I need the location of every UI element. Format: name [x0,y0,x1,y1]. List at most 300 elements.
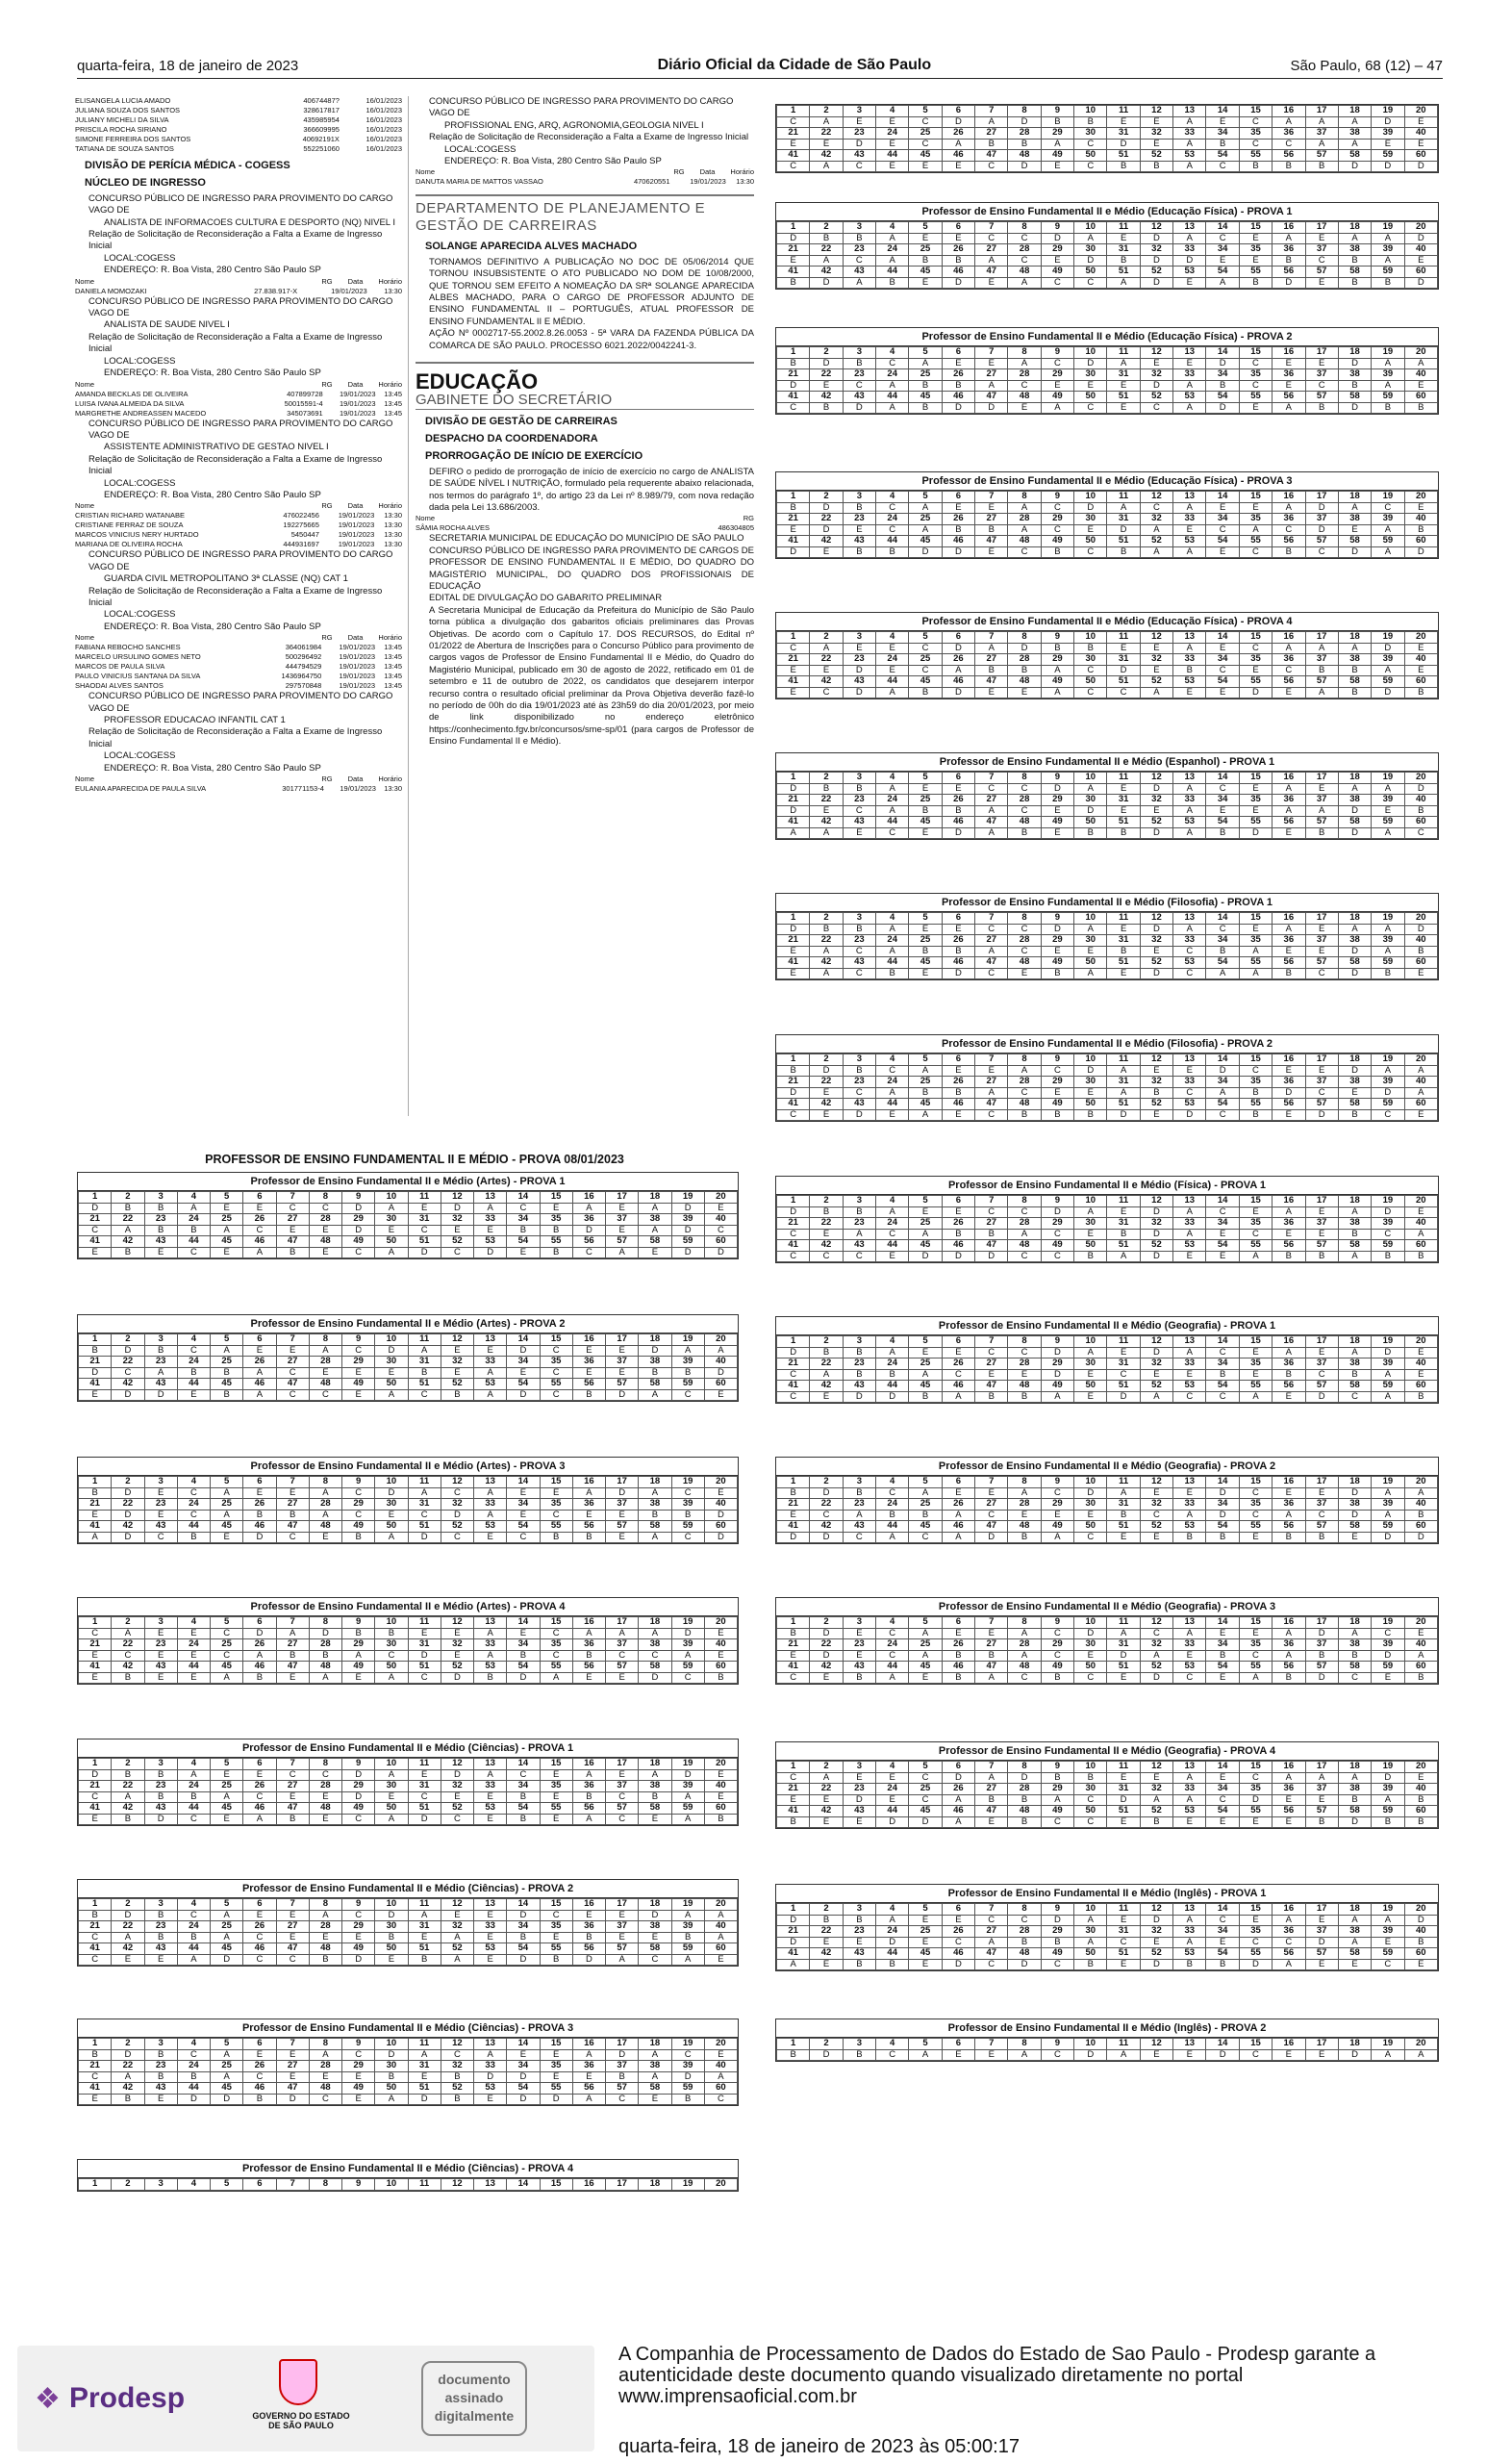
question-number: 37 [1305,1639,1338,1651]
answer-letter: B [1107,1510,1140,1521]
question-number: 37 [1305,1499,1338,1511]
answer-letter: E [1239,1532,1272,1543]
question-number: 13 [1173,106,1206,117]
answer-letter: D [777,233,810,244]
answer-letter: A [211,1225,243,1236]
answer-letter: B [1273,1251,1305,1262]
question-number: 34 [507,1639,540,1651]
answer-letter: B [1338,1794,1371,1806]
question-number: 35 [1239,654,1272,666]
question-number: 59 [1372,1521,1404,1533]
answer-letter: C [1273,139,1305,150]
question-number: 43 [843,1521,875,1533]
question-number: 24 [876,1358,909,1370]
answer-letter: E [1305,1229,1338,1240]
question-number: 57 [1305,1099,1338,1110]
question-number: 58 [1338,392,1371,403]
question-number: 11 [1107,632,1140,644]
question-number: 25 [211,1921,243,1933]
answer-letter: B [942,1650,974,1662]
question-number: 48 [1008,676,1041,688]
question-number: 32 [1140,1358,1172,1370]
question-number: 35 [540,1357,572,1368]
question-number: 35 [1239,1784,1272,1795]
question-number: 10 [1074,913,1107,925]
question-number: 57 [1305,150,1338,162]
answer-letter: C [606,1650,639,1662]
column-header: Horário [378,276,402,286]
question-number: 24 [177,1921,210,1933]
question-number: 8 [1008,1617,1041,1629]
question-number: 5 [909,913,942,925]
question-number: 4 [876,106,909,117]
answer-letter: C [342,1510,375,1521]
question-number: 11 [1107,222,1140,234]
answer-letter: A [777,1959,810,1970]
name-row [75,643,402,652]
question-number: 30 [1074,1926,1107,1938]
column-header: Data [347,276,364,286]
question-number: 1 [777,492,810,503]
answer-letter: A [243,1367,276,1379]
question-number: 3 [843,913,875,925]
answer-letter: D [507,1672,540,1684]
answer-letter: B [843,2049,875,2061]
answer-letter: D [243,1532,276,1543]
question-number: 36 [572,1639,605,1651]
question-number: 60 [1404,676,1437,688]
answer-letter: C [1372,1628,1404,1639]
answer-letter: E [639,1932,671,1943]
question-number: 8 [309,1192,341,1204]
question-number: 9 [1041,773,1073,784]
answer-letter: A [975,805,1008,817]
name-cell: MARIANA DE OLIVEIRA ROCHA [75,540,183,549]
answer-letter: C [540,1650,572,1662]
answer-letter: E [1305,2049,1338,2061]
answer-letter: D [1305,1672,1338,1684]
answer-letter: A [1107,1487,1140,1499]
column-header: RG [321,379,333,389]
answer-letter: D [876,1816,909,1828]
question-number: 26 [942,369,974,381]
question-number: 2 [112,2039,144,2050]
answer-letter: E [1140,1937,1172,1948]
answer-letter: C [79,1791,112,1803]
answer-letter: E [144,1954,177,1966]
question-number: 6 [942,1054,974,1066]
question-number: 29 [342,1921,375,1933]
answer-letter: E [777,524,810,536]
sme-text: SECRETARIA MUNICIPAL DE EDUCAÇÃO DO MUNICÍPIO DE SÃO PAULO [429,533,744,545]
answer-letter: A [909,502,942,514]
question-number: 47 [975,1240,1008,1252]
footer [17,2338,1499,2461]
educacao-heading: EDUCAÇÃO [416,362,754,394]
answer-letter: C [1239,643,1272,654]
answer-letter: E [211,1203,243,1214]
answer-letter: E [975,502,1008,514]
answer-letter: A [1338,1206,1371,1218]
answer-letter: E [1107,1959,1140,1970]
question-number: 54 [1206,1521,1239,1533]
question-number: 44 [876,1240,909,1252]
answer-letter: A [1008,1065,1041,1077]
question-number: 32 [1140,1784,1172,1795]
question-number: 18 [639,2179,671,2191]
answer-letter: C [1239,1229,1272,1240]
answer-letter: D [112,1510,144,1521]
answer-letter: C [975,1510,1008,1521]
answer-letter: E [843,827,875,839]
answer-letter: A [1140,1650,1172,1662]
question-number: 54 [507,1803,540,1815]
answer-letter: C [243,2071,276,2083]
answer-letter: B [112,1247,144,1258]
answer-letter: D [474,2071,507,2083]
question-number: 40 [1404,1358,1437,1370]
answer-letter: D [810,502,843,514]
question-number: 8 [309,1334,341,1346]
question-number: 30 [375,1357,408,1368]
name-row [75,125,402,135]
question-number: 44 [876,676,909,688]
question-number: 53 [1173,817,1206,828]
answer-letter: C [507,1769,540,1781]
answer-letter: C [671,2049,704,2061]
question-number: 15 [1239,1477,1272,1488]
answer-letter: E [1140,116,1172,128]
question-number: 52 [1140,957,1172,969]
answer-letter: C [1074,1672,1107,1684]
answer-letter: E [606,1672,639,1684]
answer-letter: D [211,2094,243,2105]
answer-letter: E [1107,783,1140,795]
question-number: 30 [375,1214,408,1226]
answer-letter: A [441,1932,473,1943]
answer-letter: B [1404,402,1437,414]
answer-letter: E [909,1206,942,1218]
answer-letter: A [1074,1347,1107,1358]
answer-letter: D [1338,1065,1371,1077]
question-number: 59 [1372,267,1404,278]
answer-letter: C [876,827,909,839]
question-number: 4 [876,913,909,925]
question-number: 46 [942,1948,974,1960]
answer-letter: E [843,1650,875,1662]
answer-letter: D [1140,968,1172,979]
answer-letter: A [1305,687,1338,698]
answer-letter: B [1273,546,1305,558]
question-number: 54 [1206,536,1239,547]
answer-letter: C [1008,1672,1041,1684]
answer-letter: C [909,643,942,654]
answer-letter: C [375,1650,408,1662]
question-number: 39 [671,1639,704,1651]
question-number: 58 [1338,957,1371,969]
question-number: 54 [1206,1381,1239,1392]
answer-letter: D [1074,1628,1107,1639]
answer-letter: A [375,1532,408,1543]
question-number: 5 [909,2039,942,2050]
answer-letter: B [540,1225,572,1236]
answer-letter: E [243,1769,276,1781]
answer-letter: A [1372,380,1404,392]
question-number: 2 [810,1196,843,1207]
question-number: 10 [375,1192,408,1204]
answer-letter: A [211,1791,243,1803]
answer-letter: A [112,1932,144,1943]
question-number: 48 [1008,1240,1041,1252]
question-number: 54 [1206,957,1239,969]
question-number: 15 [540,1334,572,1346]
answer-letter: B [79,2049,112,2061]
answer-letter: E [606,1510,639,1521]
cargo-name: PROFISSIONAL ENG, ARQ, AGRONOMIA,GEOLOGIA NIVEL I [444,119,704,131]
question-number: 22 [810,935,843,947]
question-number: 48 [309,1236,341,1248]
answer-letter: E [1239,233,1272,244]
answer-letter: E [1074,1391,1107,1403]
question-number: 45 [211,1236,243,1248]
answer-letter: E [540,1932,572,1943]
answer-letter: E [1239,502,1272,514]
local-label: LOCAL:COGESS [104,477,176,489]
answer-letter: C [909,139,942,150]
question-number: 43 [144,1943,177,1955]
address-label: ENDEREÇO: R. Boa Vista, 280 Centro São Paulo SP [444,156,662,167]
question-number: 10 [1074,222,1107,234]
answer-letter: C [876,1487,909,1499]
answer-letter: E [1404,643,1437,654]
question-number: 5 [211,1617,243,1629]
question-number: 53 [1173,676,1206,688]
question-number: 36 [1273,935,1305,947]
cargo-name: ASSISTENTE ADMINISTRATIVO DE GESTAO NIVEL I [104,442,329,453]
question-number: 5 [211,1192,243,1204]
question-number: 37 [1305,128,1338,140]
question-number: 21 [79,2061,112,2072]
answer-letter: C [1239,358,1272,369]
answer-letter: E [309,2071,341,2083]
question-number: 51 [1107,676,1140,688]
answer-letter: C [1305,380,1338,392]
answer-letter: D [1372,1206,1404,1218]
answer-letter: A [1305,1772,1338,1784]
question-number: 9 [1041,106,1073,117]
question-number: 24 [876,128,909,140]
answer-letter: D [975,1251,1008,1262]
question-number: 60 [1404,267,1437,278]
column-header: RG [321,276,333,286]
answer-letter: B [777,2049,810,2061]
answer-letter: A [639,1532,671,1543]
answer-letter: E [474,1910,507,1921]
question-number: 5 [211,1477,243,1488]
answer-letter: D [1041,233,1073,244]
answer-letter: E [1107,1347,1140,1358]
name-cell: 366609995 [303,125,340,134]
digital-signature-stamp: documento assinado digitalmente [421,2361,527,2436]
question-number: 9 [1041,1054,1073,1066]
answer-letter: A [1041,1794,1073,1806]
answer-letter: D [1404,924,1437,935]
answer-letter: E [1273,1794,1305,1806]
answer-letter: B [375,2071,408,2083]
answer-letter: E [211,1769,243,1781]
answer-letter: A [876,402,909,414]
question-number: 27 [975,1358,1008,1370]
answer-letter: C [942,1369,974,1381]
answer-letter: A [309,2049,341,2061]
concurso-heading: CONCURSO PÚBLICO DE INGRESSO PARA PROVIMENTO DO CARGO VAGO DE [88,691,393,714]
question-number: 44 [876,267,909,278]
answer-letter: A [211,1932,243,1943]
question-number: 48 [1008,817,1041,828]
name-cell: 345073691 [287,408,323,418]
concurso-sme-text: CONCURSO PÚBLICO DE INGRESSO PARA PROVIMENTO DE CARGOS DE PROFESSOR DE ENSINO FUNDAMENTAL II E MÉDIO, DO QUADRO DO MAGISTÉRIO MUNICIPAL, DO QUADRO DOS PROFISSIONAIS DE EDUCAÇÃO [429,545,754,592]
answer-letter: E [909,968,942,979]
question-number: 22 [810,1077,843,1088]
name-cell: MARCOS DE PAULA SILVA [75,662,165,672]
answer-letter: D [1074,2049,1107,2061]
answer-letter: E [79,1650,112,1662]
answer-letter: C [1008,946,1041,957]
answer-letter: E [112,1954,144,1966]
question-number: 7 [276,1617,309,1629]
question-number: 52 [441,1379,473,1390]
answer-letter: E [909,1347,942,1358]
answer-letter: E [342,2071,375,2083]
answer-letter: D [606,1487,639,1499]
answer-key-table [77,1457,739,1544]
question-number: 46 [243,1379,276,1390]
answer-letter: C [1372,1959,1404,1970]
question-number: 13 [474,2039,507,2050]
question-number: 4 [876,1762,909,1773]
question-number: 48 [309,1943,341,1955]
question-number: 12 [1140,2039,1172,2050]
question-number: 45 [909,1662,942,1673]
answer-letter: C [408,1510,441,1521]
question-number: 8 [1008,2039,1041,2050]
question-number: 19 [671,1334,704,1346]
question-number: 5 [909,347,942,359]
question-number: 2 [810,1904,843,1916]
answer-key-table [77,2159,739,2192]
question-number: 12 [1140,1904,1172,1916]
answer-letter: D [777,805,810,817]
question-number: 6 [942,1196,974,1207]
answer-letter: B [1239,277,1272,289]
question-number: 57 [1305,957,1338,969]
answer-letter: B [1206,1959,1239,1970]
answer-letter: B [1206,380,1239,392]
question-number: 10 [1074,1054,1107,1066]
answer-letter: C [1404,827,1437,839]
question-number: 8 [1008,1904,1041,1916]
question-number: 21 [79,1639,112,1651]
answer-letter: D [1239,827,1272,839]
answer-letter: B [144,1203,177,1214]
question-number: 27 [276,2061,309,2072]
question-number: 1 [777,222,810,234]
question-number: 40 [1404,795,1437,806]
name-cell: JULIANY MICHELI DA SILVA [75,115,169,124]
question-number: 17 [606,1192,639,1204]
answer-letter: E [1404,1628,1437,1639]
answer-letter: C [1173,1672,1206,1684]
answer-letter: C [408,1791,441,1803]
question-number: 6 [243,1899,276,1911]
question-number: 17 [606,1617,639,1629]
question-number: 49 [342,1943,375,1955]
question-number: 52 [441,1662,473,1673]
answer-key-table [775,1176,1439,1263]
question-number: 9 [1041,1904,1073,1916]
answer-letter: B [1273,255,1305,267]
question-number: 10 [1074,1762,1107,1773]
question-number: 58 [1338,1662,1371,1673]
question-number: 16 [572,1759,605,1770]
question-number: 27 [975,1499,1008,1511]
question-number: 34 [1206,369,1239,381]
answer-letter: D [704,1247,737,1258]
answer-letter: A [1273,116,1305,128]
question-number: 10 [1074,1196,1107,1207]
answer-letter: D [1372,1532,1404,1543]
answer-letter: C [909,1772,942,1784]
answer-letter: A [1338,924,1371,935]
question-number: 21 [777,1358,810,1370]
name-cell: LUISA IVANA ALMEIDA DA SILVA [75,398,185,408]
question-number: 18 [1338,632,1371,644]
div-gestao-heading: DIVISÃO DE GESTÃO DE CARREIRAS [425,415,617,427]
answer-letter: C [704,1225,737,1236]
answer-letter: C [309,1389,341,1401]
answer-letter: C [1008,255,1041,267]
question-number: 44 [876,392,909,403]
name-cell: 13:45 [384,662,402,672]
question-number: 36 [572,1781,605,1792]
question-number: 23 [843,1218,875,1230]
question-number: 39 [1372,244,1404,256]
answer-letter: E [810,1109,843,1121]
question-number: 43 [144,1662,177,1673]
answer-letter: A [1140,546,1172,558]
question-number: 11 [1107,1762,1140,1773]
answer-letter: E [1239,255,1272,267]
answer-letter: B [276,1814,309,1825]
page-header [77,54,1443,79]
question-number: 14 [1206,347,1239,359]
question-number: 39 [671,1921,704,1933]
answer-letter: C [909,116,942,128]
answer-letter: B [843,1065,875,1077]
answer-letter: C [507,1203,540,1214]
question-number: 27 [975,1077,1008,1088]
answer-letter: E [1140,1065,1172,1077]
answer-letter: D [777,924,810,935]
name-cell: CRISTIANE FERRAZ DE SOUZA [75,521,184,530]
answer-letter: C [540,1389,572,1401]
answer-letter: C [342,1247,375,1258]
answer-letter: B [1372,277,1404,289]
answer-letter: C [79,1628,112,1639]
question-number: 10 [375,1759,408,1770]
question-number: 5 [909,1762,942,1773]
answer-letter: D [909,1816,942,1828]
